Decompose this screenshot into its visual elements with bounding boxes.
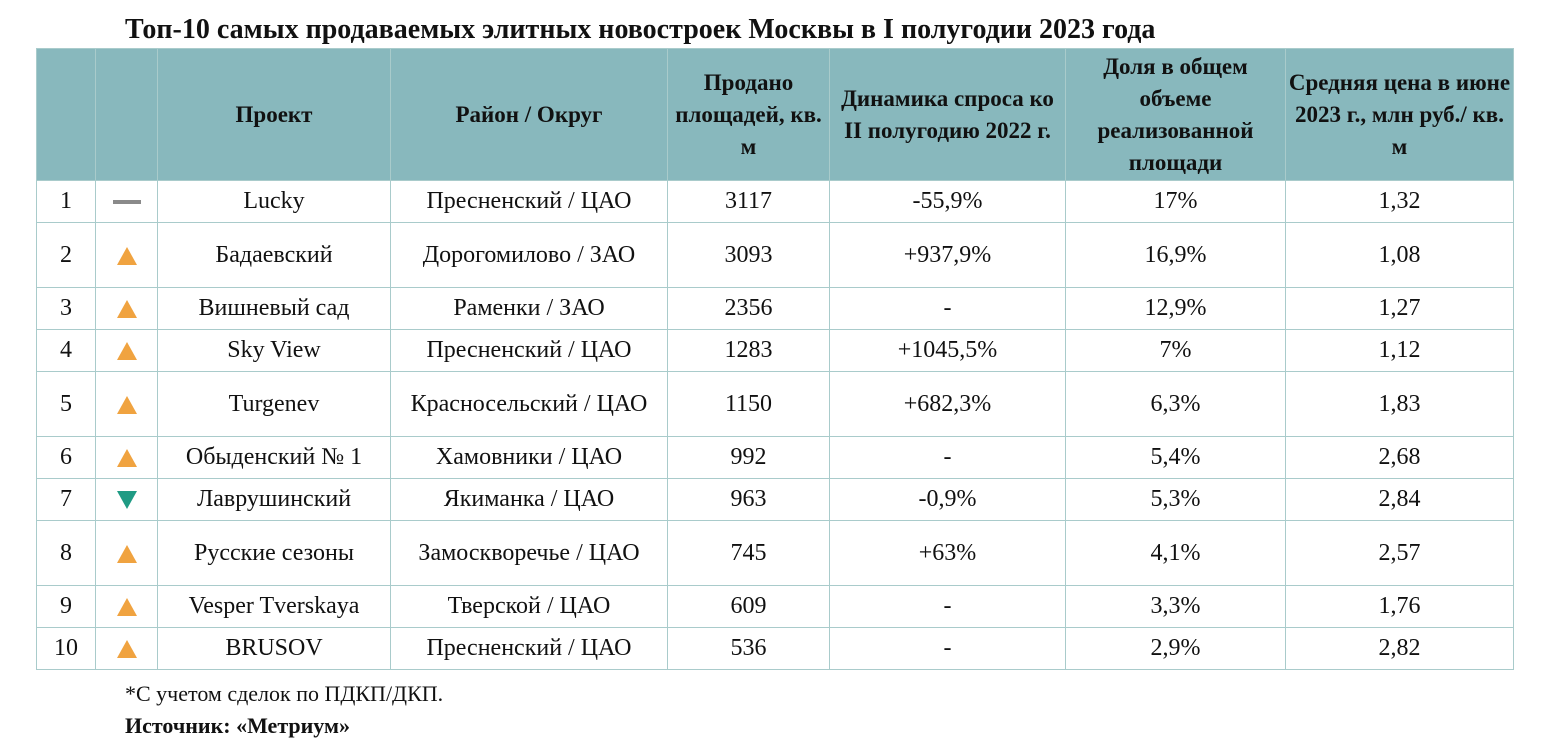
- share-cell: 12,9%: [1066, 288, 1286, 330]
- district-cell: Тверской / ЦАО: [391, 586, 668, 628]
- table-row: [37, 372, 1514, 437]
- table-title: Топ-10 самых продаваемых элитных новостроек Москвы в I полугодии 2023 года: [125, 14, 1156, 45]
- share-cell: 17%: [1066, 181, 1286, 223]
- rank-cell: 9: [37, 586, 96, 628]
- table-row: [37, 288, 1514, 330]
- sold-cell: 992: [668, 437, 830, 479]
- rank-cell: 8: [37, 521, 96, 586]
- triangle-up-icon: [117, 640, 137, 658]
- dynamics-cell: -: [830, 586, 1066, 628]
- sold-cell: 3117: [668, 181, 830, 223]
- sold-cell: 609: [668, 586, 830, 628]
- table-row: [37, 223, 1514, 288]
- district-cell: Якиманка / ЦАО: [391, 479, 668, 521]
- dynamics-cell: +682,3%: [830, 372, 1066, 437]
- trend-cell: [96, 586, 158, 628]
- price-cell: 1,76: [1286, 586, 1514, 628]
- trend-cell: [96, 372, 158, 437]
- sold-cell: 963: [668, 479, 830, 521]
- header-price: Средняя цена в июне 2023 г., млн руб./ кв. м: [1286, 49, 1514, 181]
- sold-cell: 1150: [668, 372, 830, 437]
- dynamics-cell: -: [830, 628, 1066, 670]
- district-cell: Пресненский / ЦАО: [391, 181, 668, 223]
- rank-cell: 10: [37, 628, 96, 670]
- trend-cell: [96, 288, 158, 330]
- header-row: [37, 49, 1514, 181]
- project-cell: Sky View: [158, 330, 391, 372]
- footnote: *С учетом сделок по ПДКП/ДКП.: [125, 681, 444, 706]
- trend-cell: [96, 521, 158, 586]
- source-note: Источник: «Метриум»: [125, 713, 351, 738]
- trend-cell: [96, 330, 158, 372]
- project-cell: Lucky: [158, 181, 391, 223]
- district-cell: Раменки / ЗАО: [391, 288, 668, 330]
- trend-cell: [96, 479, 158, 521]
- district-cell: Хамовники / ЦАО: [391, 437, 668, 479]
- dynamics-cell: -0,9%: [830, 479, 1066, 521]
- trend-cell: [96, 437, 158, 479]
- triangle-down-icon: [117, 491, 137, 509]
- header-trend: [96, 49, 158, 181]
- rank-cell: 5: [37, 372, 96, 437]
- price-cell: 1,12: [1286, 330, 1514, 372]
- trend-cell: [96, 628, 158, 670]
- price-cell: 2,84: [1286, 479, 1514, 521]
- share-cell: 7%: [1066, 330, 1286, 372]
- price-cell: 1,83: [1286, 372, 1514, 437]
- share-cell: 4,1%: [1066, 521, 1286, 586]
- project-cell: Turgenev: [158, 372, 391, 437]
- rank-cell: 1: [37, 181, 96, 223]
- sold-cell: 536: [668, 628, 830, 670]
- rank-cell: 6: [37, 437, 96, 479]
- share-cell: 3,3%: [1066, 586, 1286, 628]
- table-row: [37, 586, 1514, 628]
- triangle-up-icon: [117, 396, 137, 414]
- sold-cell: 3093: [668, 223, 830, 288]
- table-row: [37, 181, 1514, 223]
- district-cell: Замоскворечье / ЦАО: [391, 521, 668, 586]
- dynamics-cell: -: [830, 288, 1066, 330]
- sold-cell: 745: [668, 521, 830, 586]
- share-cell: 5,4%: [1066, 437, 1286, 479]
- rank-cell: 4: [37, 330, 96, 372]
- sales-rating-table: [36, 48, 1514, 670]
- share-cell: 16,9%: [1066, 223, 1286, 288]
- rank-cell: 7: [37, 479, 96, 521]
- project-cell: Обыденский № 1: [158, 437, 391, 479]
- dynamics-cell: +1045,5%: [830, 330, 1066, 372]
- trend-cell: [96, 181, 158, 223]
- header-district: Район / Округ: [391, 49, 668, 181]
- district-cell: Пресненский / ЦАО: [391, 330, 668, 372]
- triangle-up-icon: [117, 598, 137, 616]
- dynamics-cell: -: [830, 437, 1066, 479]
- table-row: [37, 330, 1514, 372]
- share-cell: 5,3%: [1066, 479, 1286, 521]
- triangle-up-icon: [117, 300, 137, 318]
- district-cell: Пресненский / ЦАО: [391, 628, 668, 670]
- project-cell: Лаврушинский: [158, 479, 391, 521]
- dynamics-cell: +63%: [830, 521, 1066, 586]
- price-cell: 2,68: [1286, 437, 1514, 479]
- triangle-up-icon: [117, 247, 137, 265]
- price-cell: 2,57: [1286, 521, 1514, 586]
- table-row: [37, 479, 1514, 521]
- table-row: [37, 628, 1514, 670]
- header-num: [37, 49, 96, 181]
- triangle-up-icon: [117, 342, 137, 360]
- trend-cell: [96, 223, 158, 288]
- project-cell: Вишневый сад: [158, 288, 391, 330]
- table-row: [37, 521, 1514, 586]
- triangle-up-icon: [117, 545, 137, 563]
- project-cell: BRUSOV: [158, 628, 391, 670]
- project-cell: Бадаевский: [158, 223, 391, 288]
- sold-cell: 2356: [668, 288, 830, 330]
- price-cell: 1,08: [1286, 223, 1514, 288]
- rank-cell: 3: [37, 288, 96, 330]
- price-cell: 1,32: [1286, 181, 1514, 223]
- district-cell: Дорогомилово / ЗАО: [391, 223, 668, 288]
- project-cell: Русские сезоны: [158, 521, 391, 586]
- share-cell: 2,9%: [1066, 628, 1286, 670]
- rank-cell: 2: [37, 223, 96, 288]
- price-cell: 1,27: [1286, 288, 1514, 330]
- project-cell: Vesper Tverskaya: [158, 586, 391, 628]
- header-share: Доля в общем объеме реализованной площади: [1066, 49, 1286, 181]
- table-row: [37, 437, 1514, 479]
- dynamics-cell: +937,9%: [830, 223, 1066, 288]
- header-dynamics: Динамика спроса ко II полугодию 2022 г.: [830, 49, 1066, 181]
- triangle-up-icon: [117, 449, 137, 467]
- sold-cell: 1283: [668, 330, 830, 372]
- dynamics-cell: -55,9%: [830, 181, 1066, 223]
- price-cell: 2,82: [1286, 628, 1514, 670]
- share-cell: 6,3%: [1066, 372, 1286, 437]
- header-sold: Продано площадей, кв. м: [668, 49, 830, 181]
- district-cell: Красносельский / ЦАО: [391, 372, 668, 437]
- header-project: Проект: [158, 49, 391, 181]
- dash-icon: [113, 200, 141, 204]
